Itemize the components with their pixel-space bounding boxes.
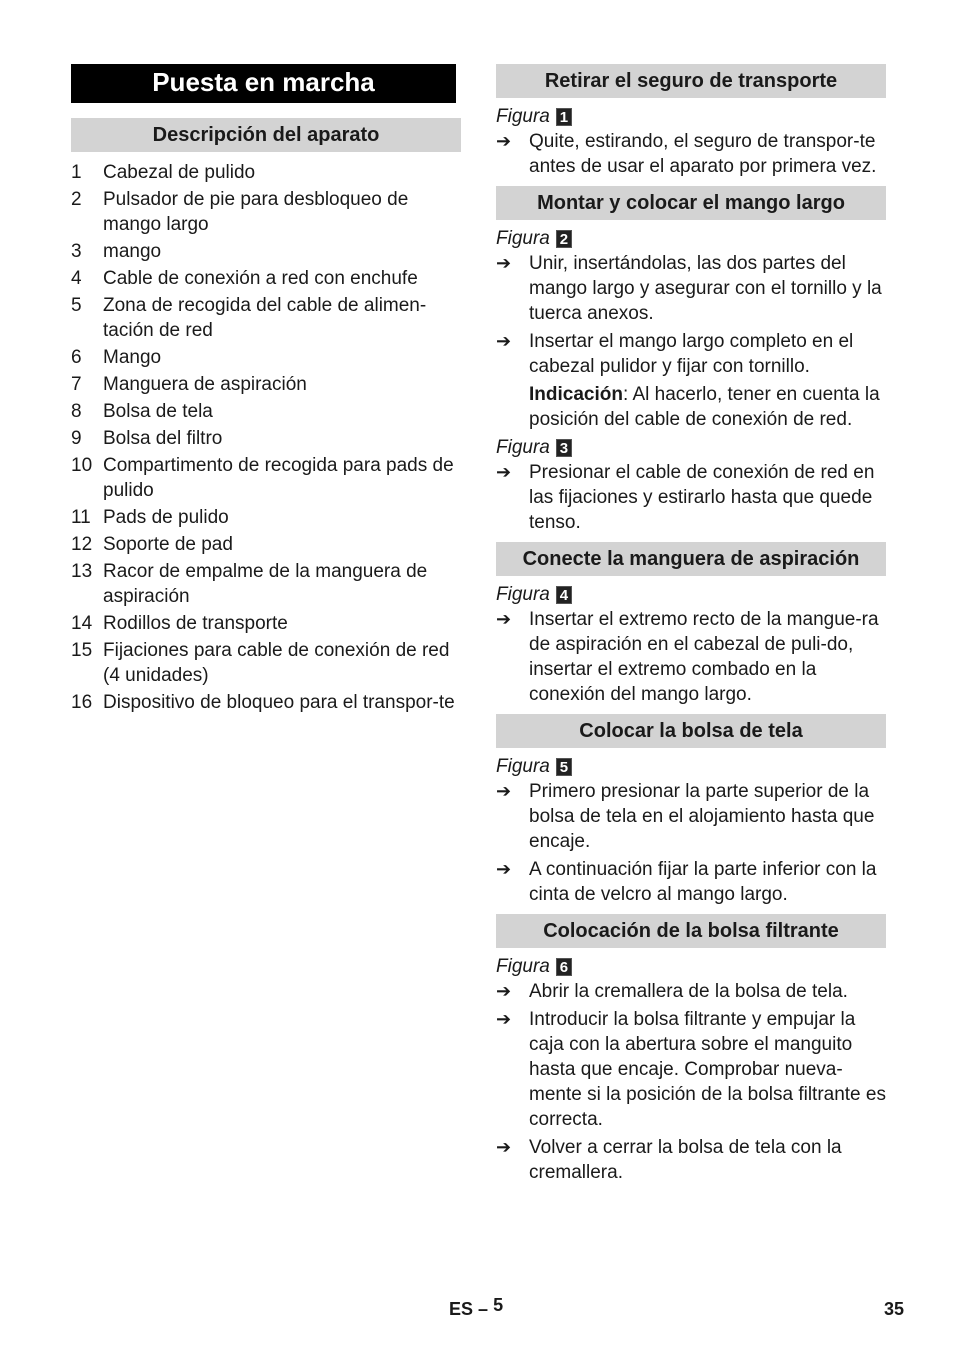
figure-reference: Figura 2 [496,226,886,251]
list-item: 1 Cabezal de pulido [71,162,256,183]
figure-reference: Figura 5 [496,754,886,779]
section-heading-descripcion: Descripción del aparato [71,118,461,152]
figure-number-badge: 4 [556,586,572,604]
list-item: 4 Cable de conexión a red con enchufe [71,268,418,289]
arrow-right-icon: ➔ [496,462,512,482]
instruction-step: ➔ Unir, insertándolas, las dos partes del mango largo y asegurar con el tornillo y la tuerca anexos. [496,253,882,324]
section-heading-manguera: Conecte la manguera de aspiración [496,542,886,576]
instruction-step: ➔ Insertar el extremo recto de la mangue-ra de aspiración en el cabezal de puli-do, insertar el extremo combado en la conexión del mango largo. [496,609,879,705]
figure-reference: Figura 1 [496,104,886,129]
figure-reference: Figura 6 [496,954,886,979]
page-number: 35 [884,1299,905,1319]
figure-number-badge: 6 [556,958,572,976]
right-column [496,64,886,1188]
left-column [71,64,461,717]
list-item: 7 Manguera de aspiración [71,374,307,395]
list-item: 5 Zona de recogida del cable de alimen-tación de red [71,295,427,341]
arrow-right-icon: ➔ [496,1009,512,1029]
instruction-step: ➔ Primero presionar la parte superior de la bolsa de tela en el alojamiento hasta que encaje. [496,781,875,852]
list-item: 14 Rodillos de transporte [71,613,288,634]
figure-number-badge: 1 [556,108,572,126]
figure-number-badge: 5 [556,758,572,776]
arrow-right-icon: ➔ [496,609,512,629]
arrow-right-icon: ➔ [496,131,512,151]
figure-number-badge: 3 [556,439,572,457]
instruction-step: ➔ Presionar el cable de conexión de red en las fijaciones y estirarlo hasta que quede tenso. [496,462,875,533]
list-item: 13 Racor de empalme de la manguera de aspiración [71,561,428,607]
note-indicacion: Indicación: Al hacerlo, tener en cuenta la posición del cable de conexión de red. [529,384,880,430]
section-heading-seguro: Retirar el seguro de transporte [496,64,886,98]
list-item: 9 Bolsa del filtro [71,428,223,449]
list-item: 8 Bolsa de tela [71,401,213,422]
list-item: 6 Mango [71,347,162,368]
list-item: 15 Fijaciones para cable de conexión de red (4 unidades) [71,640,450,686]
list-item: 2 Pulsador de pie para desbloqueo de mango largo [71,189,409,235]
list-item: 3 mango [71,241,162,262]
instruction-step: ➔ Introducir la bolsa filtrante y empujar la caja con la abertura sobre el manguito hasta que encaje. Comprobar nueva-mente si la posición de la bolsa filtrante es correcta. [496,1009,886,1130]
instruction-step: ➔ Insertar el mango largo completo en el cabezal pulidor y fijar con tornillo. [496,331,854,377]
list-item: 10 Compartimento de recogida para pads de pulido [71,455,454,501]
section-heading-bolsa-tela: Colocar la bolsa de tela [496,714,886,748]
parts-list [71,160,461,715]
arrow-right-icon: ➔ [496,1137,512,1157]
page-title: Puesta en marcha [71,64,456,103]
figure-reference: Figura 4 [496,582,886,607]
section-heading-bolsa-filtrante: Colocación de la bolsa filtrante [496,914,886,948]
list-item: 11 Pads de pulido [71,507,229,528]
arrow-right-icon: ➔ [496,981,512,1001]
instruction-step: ➔ Quite, estirando, el seguro de transpor-te antes de usar el aparato por primera vez. [496,131,877,177]
instruction-step: ➔ Abrir la cremallera de la bolsa de tela. [496,981,848,1002]
figure-reference: Figura 3 [496,435,886,460]
instruction-step: ➔ Volver a cerrar la bolsa de tela con la cremallera. [496,1137,842,1183]
list-item: 16 Dispositivo de bloqueo para el transpor-te [71,692,455,713]
arrow-right-icon: ➔ [496,331,512,351]
list-item: 12 Soporte de pad [71,534,233,555]
footer-language-page: ES – 5 [449,1295,504,1319]
arrow-right-icon: ➔ [496,253,512,273]
instruction-step: ➔ A continuación fijar la parte inferior con la cinta de velcro al mango largo. [496,859,877,905]
section-heading-mango: Montar y colocar el mango largo [496,186,886,220]
arrow-right-icon: ➔ [496,859,512,879]
figure-number-badge: 2 [556,230,572,248]
arrow-right-icon: ➔ [496,781,512,801]
